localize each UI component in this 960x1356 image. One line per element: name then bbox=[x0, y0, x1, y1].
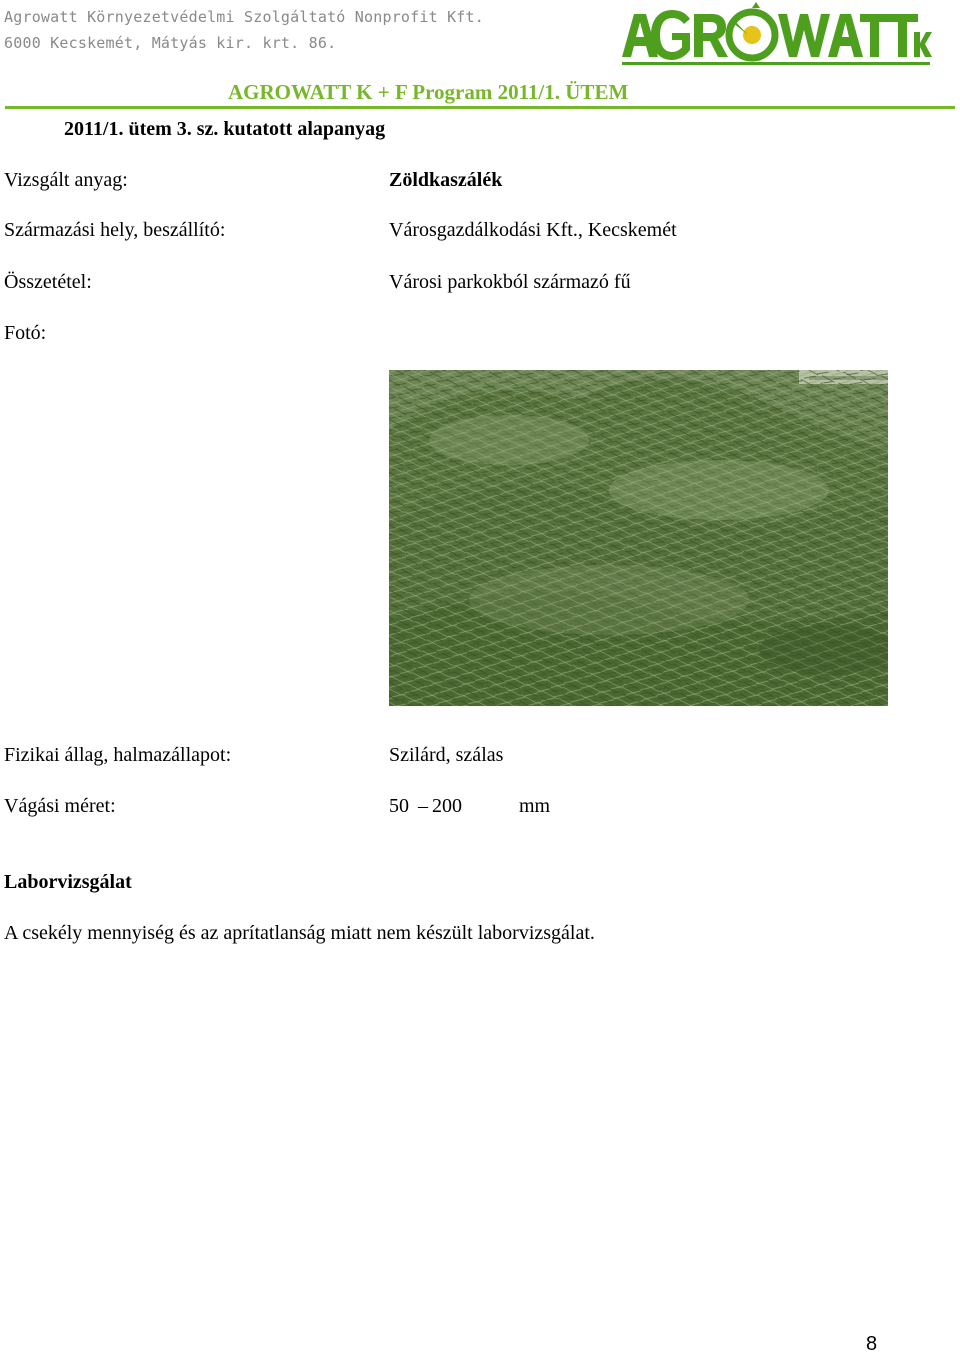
state-label: Fizikai állag, halmazállapot: bbox=[4, 744, 232, 766]
header-divider bbox=[5, 106, 955, 109]
origin-label: Származási hely, beszállító: bbox=[4, 219, 226, 241]
photo-label: Fotó: bbox=[4, 322, 47, 344]
material-value: Zöldkaszálék bbox=[389, 169, 503, 191]
cut-size-max: 200 bbox=[432, 795, 462, 817]
cut-size-label: Vágási méret: bbox=[4, 795, 116, 817]
section-title: 2011/1. ütem 3. sz. kutatott alapanyag bbox=[64, 118, 386, 140]
company-name: Agrowatt Környezetvédelmi Szolgáltató Nonprofit Kft. bbox=[4, 8, 484, 26]
program-title: AGROWATT K + F Program 2011/1. ÜTEM bbox=[228, 80, 629, 104]
origin-value: Városgazdálkodási Kft., Kecskemét bbox=[389, 219, 677, 241]
cut-size-unit: mm bbox=[519, 795, 551, 817]
company-address: 6000 Kecskemét, Mátyás kir. krt. 86. bbox=[4, 34, 337, 52]
cut-size-min: 50 bbox=[389, 795, 409, 817]
material-label: Vizsgált anyag: bbox=[4, 169, 128, 191]
agrowatt-logo bbox=[620, 2, 935, 68]
cut-size-dash: – bbox=[418, 795, 428, 817]
page-number: 8 bbox=[866, 1333, 878, 1355]
state-value: Szilárd, szálas bbox=[389, 744, 504, 766]
lab-test-title: Laborvizsgálat bbox=[4, 871, 132, 893]
composition-label: Összetétel: bbox=[4, 271, 92, 293]
composition-value: Városi parkokból származó fű bbox=[389, 271, 631, 293]
lab-test-text: A csekély mennyiség és az aprítatlanság miatt nem készült laborvizsgálat. bbox=[4, 922, 595, 944]
grass-clippings-photo bbox=[389, 370, 888, 706]
